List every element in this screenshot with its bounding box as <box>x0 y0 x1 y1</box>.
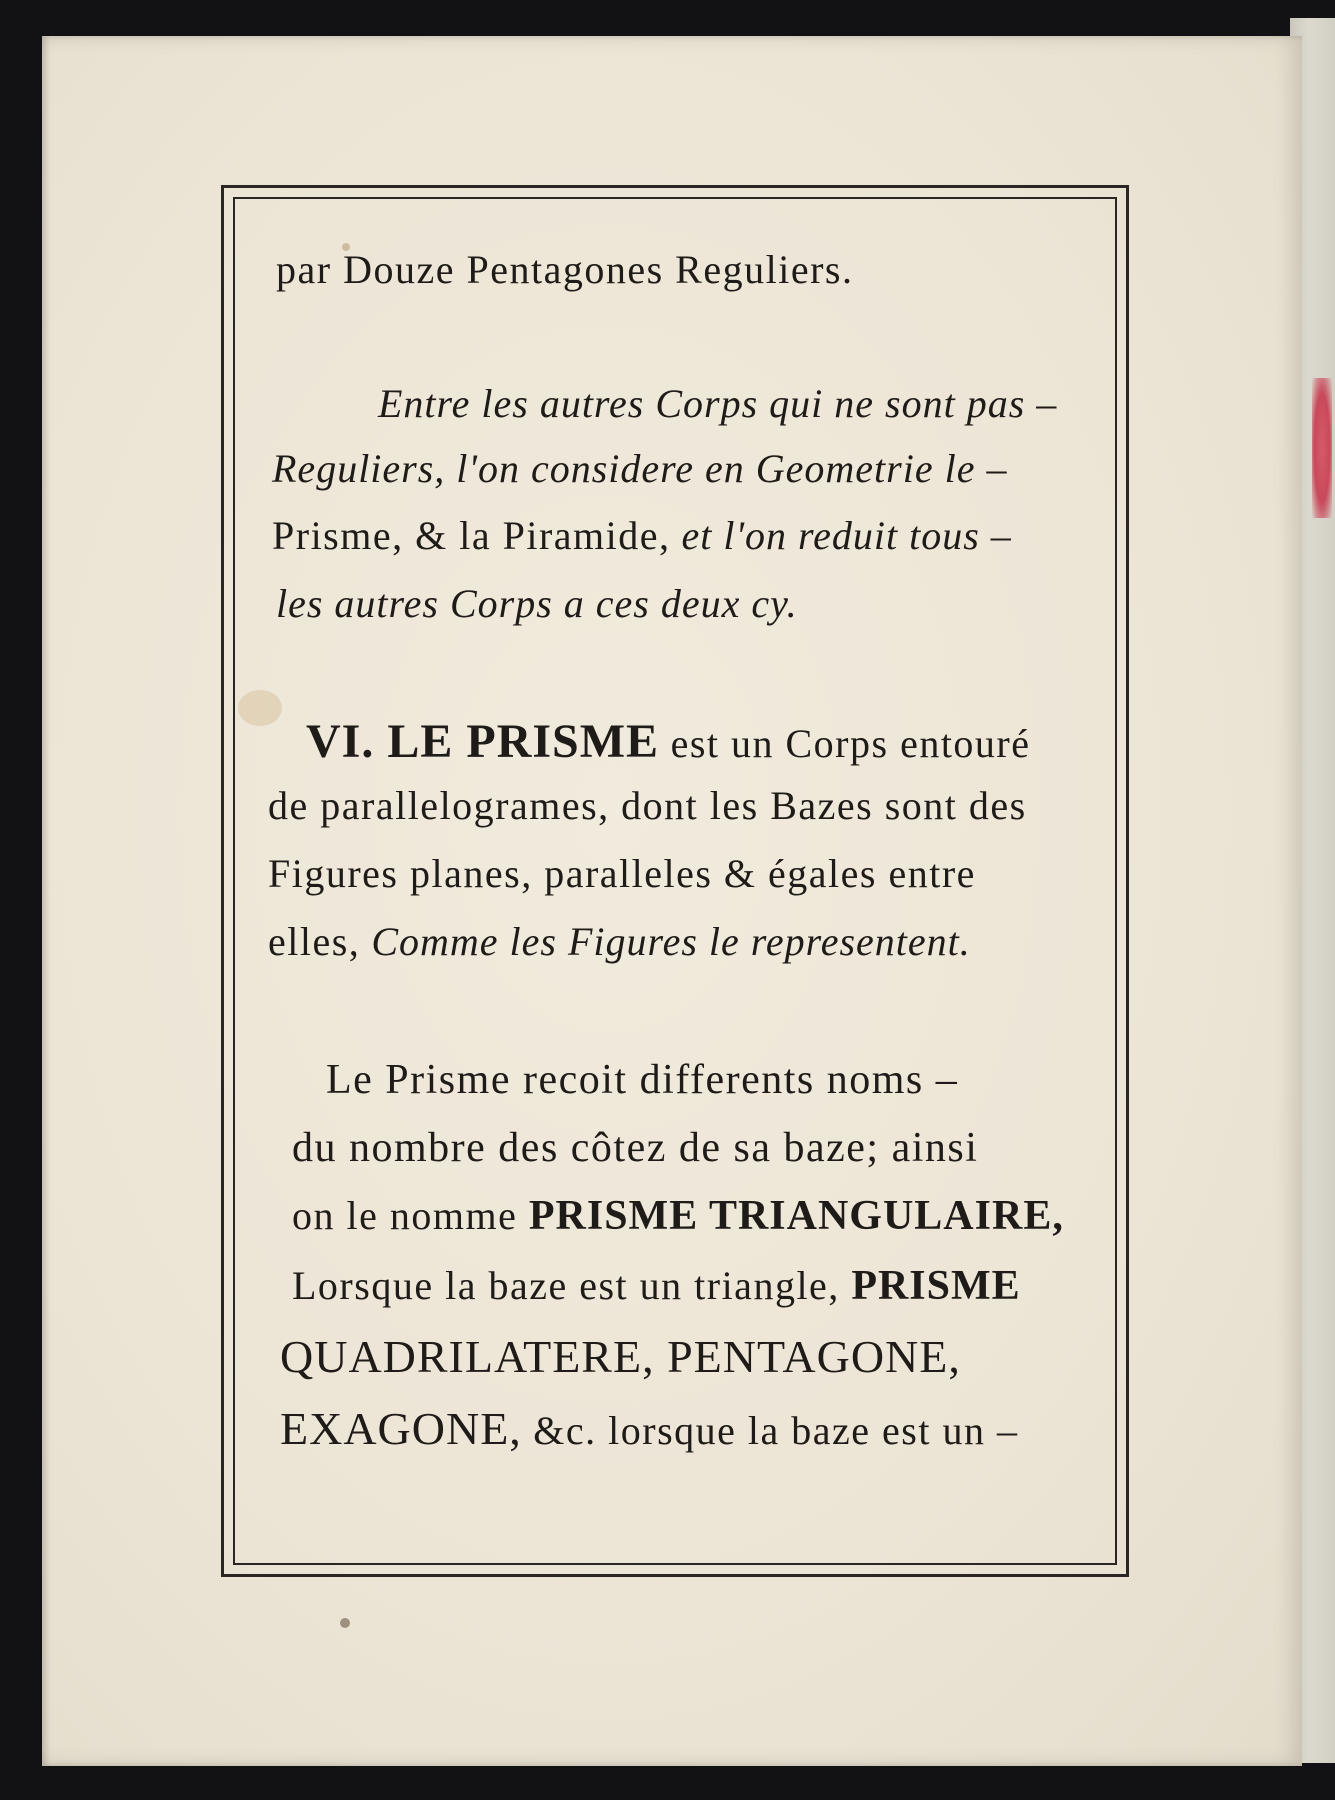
text-line-7: de parallelogrames, dont les Bazes sont des <box>268 783 1027 828</box>
text-line-14: QUADRILATERE, PENTAGONE, <box>280 1331 961 1382</box>
text-line-15-rest: &c. lorsque la baze est un – <box>521 1408 1019 1453</box>
text-line-3: Reguliers, l'on considere en Geometrie le – <box>272 446 1008 491</box>
text-line-6-rest: est un Corps entouré <box>659 721 1031 766</box>
text-line-13-roman: Lorsque la baze est un triangle, <box>292 1263 852 1308</box>
text-line-8: Figures planes, paralleles & égales entre <box>268 851 976 896</box>
text-line-12 <box>292 1192 1064 1240</box>
text-line-9-roman: elles, <box>268 919 361 964</box>
section-heading-le-prisme: VI. LE PRISME <box>306 715 660 768</box>
term-prisme: PRISME <box>851 1263 1021 1309</box>
text-line-4-italic: et l'on reduit tous – <box>670 513 1012 558</box>
text-line-13 <box>292 1262 1021 1310</box>
text-line-5: les autres Corps a ces deux cy. <box>276 581 798 626</box>
text-line-9 <box>268 918 971 965</box>
text-line-2: Entre les autres Corps qui ne sont pas – <box>378 381 1058 426</box>
text-line-9-italic: Comme les Figures le representent. <box>360 919 971 964</box>
term-prisme-triangulaire: PRISME TRIANGULAIRE, <box>528 1193 1064 1239</box>
text-line-11: du nombre des côtez de sa baze; ainsi <box>292 1125 979 1171</box>
text-line-4 <box>272 512 1012 559</box>
text-line-10: Le Prisme recoit differents noms – <box>326 1057 959 1103</box>
pink-figure-fragment <box>1312 378 1332 518</box>
text-line-15 <box>280 1402 1018 1455</box>
term-exagone: EXAGONE, <box>280 1403 522 1454</box>
text-line-4-roman: Prisme, & la Piramide, <box>272 513 671 558</box>
text-line-12-roman: on le nomme <box>292 1193 529 1238</box>
text-line-6 <box>306 714 1031 769</box>
text-line-1: par Douze Pentagones Reguliers. <box>276 247 854 292</box>
ink-spot <box>340 1618 350 1628</box>
